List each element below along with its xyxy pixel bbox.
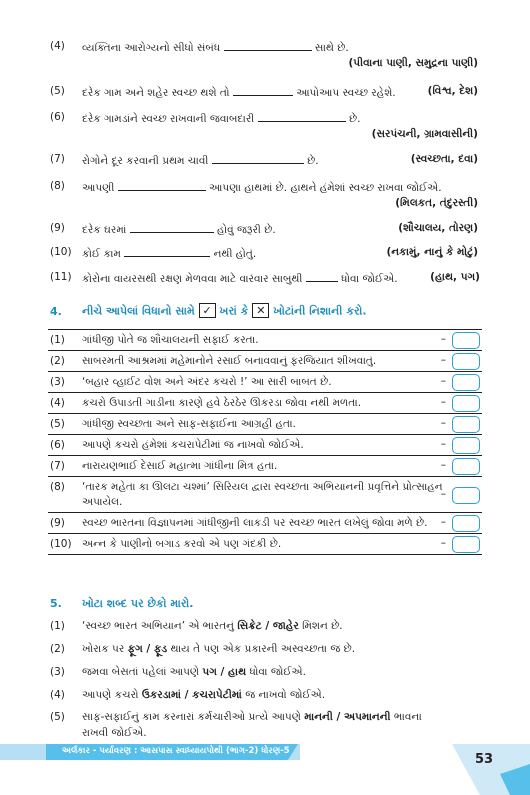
page-number: 53 bbox=[475, 752, 494, 767]
list-item: (1) ગાંધીજી પોતે જ શૌચાલયની સફાઈ કરતા. – bbox=[48, 330, 482, 351]
answer-options: (હાથ, પગ) bbox=[430, 271, 480, 283]
section-4-heading: 4. નીચે આપેલાં વિધાનો સામે ✓ ખરાં કે ✕ ખોટાંની નિશાની કરો. bbox=[50, 304, 367, 318]
answer-box[interactable] bbox=[452, 487, 480, 504]
answer-blank[interactable] bbox=[124, 246, 210, 257]
word-choice[interactable]: ઉકરડામાં / કચરાપેટીમાં bbox=[141, 689, 242, 701]
answer-box[interactable] bbox=[452, 416, 480, 433]
answer-box[interactable] bbox=[452, 395, 480, 412]
answer-blank[interactable] bbox=[130, 222, 214, 233]
answer-options: (પીવાના પાણી, સમુદ્રના પાણી) bbox=[348, 57, 478, 69]
answer-box[interactable] bbox=[452, 353, 480, 370]
list-item: (5) ગાંધીજી સ્વચ્છતા અને સાફ-સફાઈના આગ્રહી હતા. – bbox=[48, 414, 482, 435]
answer-blank[interactable] bbox=[306, 271, 338, 282]
answer-box[interactable] bbox=[452, 458, 480, 475]
list-item: (8) ‘તારક મહેતા કા ઊલટા ચશ્માં’ સિરિયલ દ્વારા સ્વચ્છતા અભિયાનની પ્રવૃત્તિને પ્રોત્સાહન અપાયેલ. – bbox=[48, 477, 482, 513]
answer-box[interactable] bbox=[452, 374, 480, 391]
list-item: (2) સાબરમતી આશ્રમમાં મહેમાનોને રસાઈ બનાવવાનું ફરજિયાત શીખવાતું. – bbox=[48, 351, 482, 372]
answer-options: (મિલકત, તંદુરસ્તી) bbox=[395, 197, 478, 209]
word-choice[interactable]: પગ / હાથ bbox=[202, 666, 247, 678]
answer-options: (શૌચાલય, તોરણ) bbox=[398, 222, 478, 234]
list-item: (9) સ્વચ્છ ભારતના વિજ્ઞાપનમાં ગાંધીજીની લાકડી પર સ્વચ્છ ભારત લખેલું જોવા મળે છે. – bbox=[48, 513, 482, 534]
answer-options: (સ્વચ્છતા, દવા) bbox=[410, 153, 478, 165]
list-item: (6) આપણે કચરો હંમેશાં કચરાપેટીમાં જ નાખવો જોઈએ. – bbox=[48, 435, 482, 456]
answer-blank[interactable] bbox=[118, 180, 206, 191]
list-item: (3) ‘બહાર વ્હાઈટ વોશ અને અંદર કચરો !’ આ સારી બાબત છે. – bbox=[48, 372, 482, 393]
answer-box[interactable] bbox=[452, 536, 480, 553]
cross-mark-icon: ✕ bbox=[252, 303, 269, 318]
answer-blank[interactable] bbox=[212, 153, 304, 164]
true-false-list bbox=[48, 329, 482, 555]
answer-box[interactable] bbox=[452, 437, 480, 454]
answer-box[interactable] bbox=[452, 332, 480, 349]
fill-blank-pre: વ્યક્તિના આરોગ્યનો સીધો સંબંધ bbox=[82, 42, 221, 54]
check-mark-icon: ✓ bbox=[199, 303, 216, 318]
section-5-heading: 5. ખોટા શબ્દ પર છેકો મારો. bbox=[50, 597, 194, 610]
word-choice[interactable]: ફૂગ / ફૂડ bbox=[127, 643, 168, 655]
page-footer bbox=[0, 744, 530, 795]
word-choice[interactable]: સિક્રેટ / જાહેર bbox=[237, 620, 299, 632]
answer-blank[interactable] bbox=[224, 40, 312, 51]
answer-box[interactable] bbox=[452, 515, 480, 532]
answer-options: (વિશ્વ, દેશ) bbox=[427, 85, 478, 97]
answer-options: (સરપંચની, ગ્રામવાસીની) bbox=[371, 128, 478, 140]
list-item: (7) નારાયણભાઈ દેસાઈ મહાત્મા ગાંધીના મિત્ર હતા. – bbox=[48, 456, 482, 477]
fill-blank-post: સાથે છે. bbox=[314, 42, 349, 54]
answer-blank[interactable] bbox=[258, 111, 346, 122]
list-item: (4) કચરો ઉપાડતી ગાડીના કારણે હવે ઠેરઠેર ઊકરડા જોવા નથી મળતા. – bbox=[48, 393, 482, 414]
answer-options: (નકામું, નાનું કે મોટું) bbox=[386, 246, 478, 258]
word-choice[interactable]: માનની / અપમાનની bbox=[304, 711, 391, 723]
answer-blank[interactable] bbox=[233, 85, 293, 96]
list-item: (10) અન્ન કે પાણીનો બગાડ કરવો એ પણ ગંદકી છે. – bbox=[48, 534, 482, 555]
footer-title: અર્લકાર - પર્યાવરણ : આસપાસ સ્વાધ્યાયપોથી (ભાગ-2) ધોરણ-5 bbox=[62, 746, 290, 756]
